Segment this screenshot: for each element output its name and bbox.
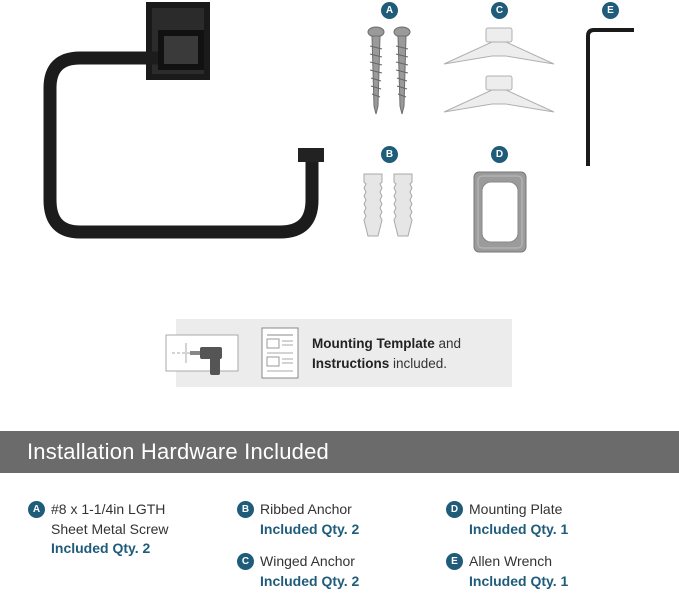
- mounting-template-label: Mounting Template: [312, 336, 435, 351]
- legend-badge-a: A: [28, 501, 45, 518]
- legend-badge-c: C: [237, 553, 254, 570]
- legend-c-line1: Winged Anchor: [260, 553, 355, 569]
- template-info-text: Mounting Template and Instructions included.: [312, 336, 462, 371]
- badge-c: C: [491, 2, 508, 19]
- legend-a-qty: Included Qty. 2: [51, 540, 151, 556]
- towel-ring-image: [40, 0, 330, 245]
- legend-d-line1: Mounting Plate: [469, 501, 563, 517]
- legend-a-line1: #8 x 1-1/4in LGTH: [51, 501, 166, 517]
- drill-template-icon: [166, 331, 250, 379]
- section-header-band: [0, 431, 679, 473]
- screw-icon: [364, 26, 416, 118]
- legend-item-d: [450, 500, 569, 539]
- legend-d-qty: Included Qty. 1: [469, 520, 569, 537]
- legend-item-e: [451, 552, 569, 591]
- ribbed-anchor-icon: [358, 170, 420, 242]
- section-title: Installation Hardware Included: [27, 439, 329, 464]
- instruction-sheet-icon: [261, 327, 299, 379]
- badge-a: A: [381, 2, 398, 19]
- legend-e-line1: Allen Wrench: [469, 553, 553, 569]
- instructions-label: Instructions: [312, 356, 390, 371]
- badge-b: B: [381, 146, 398, 163]
- legend-b-qty: Included Qty. 2: [260, 520, 360, 537]
- badge-d: D: [491, 146, 508, 163]
- legend-item-b: [241, 500, 360, 539]
- legend-badge-b: B: [237, 501, 254, 518]
- legend-c-qty: Included Qty. 2: [260, 572, 360, 589]
- mounting-plate-icon: [472, 170, 528, 254]
- legend-b-line1: Ribbed Anchor: [260, 501, 352, 517]
- legend-e-qty: Included Qty. 1: [469, 572, 569, 589]
- legend-badge-d: D: [446, 501, 463, 518]
- legend-item-a: [32, 500, 169, 559]
- legend-item-c: [241, 552, 360, 591]
- legend-badge-e: E: [446, 553, 463, 570]
- template-info-box: [176, 319, 512, 387]
- legend-a-line2: Sheet Metal Screw: [51, 520, 169, 537]
- allen-wrench-icon: [582, 26, 638, 168]
- badge-e: E: [602, 2, 619, 19]
- winged-anchor-icon: [440, 26, 560, 121]
